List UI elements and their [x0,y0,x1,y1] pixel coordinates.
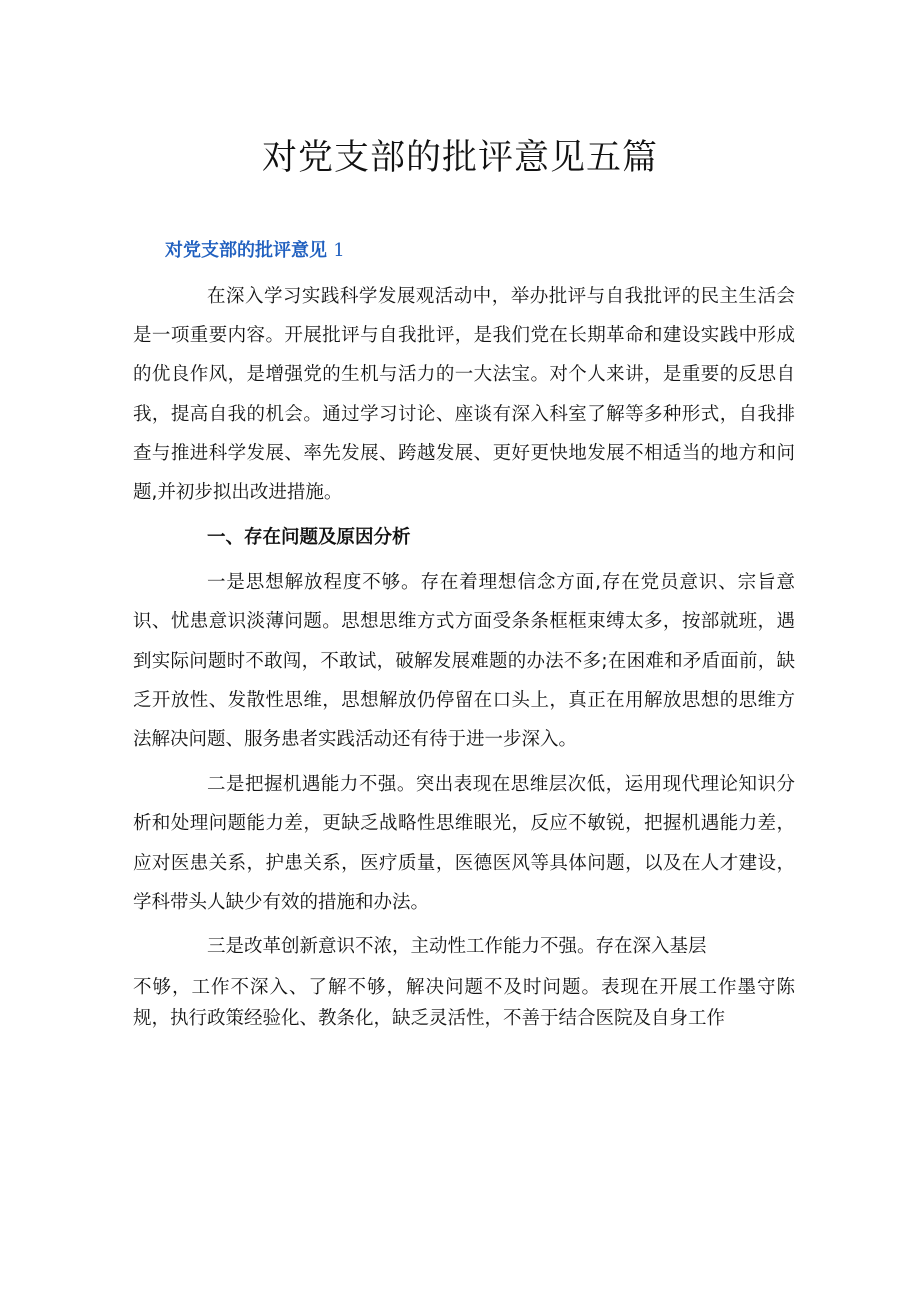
subheading-problems-and-causes: 一、存在问题及原因分析 [207,527,411,549]
point-3-lead-line: 三是改革创新意识不浓，主动性工作能力不强。存在深入基层 [207,936,707,958]
point-1-paragraph: 一是思想解放程度不够。存在着理想信念方面,存在党员意识、宗旨意识、忧患意识淡薄问题。思想思维方式方面受条条框框束缚太多，按部就班，遇到实际问题时不敢闯，不敢试，破解发展难题的办法不多;在困难和矛盾面前，缺乏开放性、发散性思维，思想解放仍停留在口头上，真正在用解放思想的思维方法解决问题、服务患者实践活动还有待于进一步深入。 [133,572,795,751]
intro-paragraph: 在深入学习实践科学发展观活动中，举办批评与自我批评的民主生活会是一项重要内容。开展批评与自我批评，是我们党在长期革命和建设实践中形成的优良作风，是增强党的生机与活力的一大法宝。对个人来讲，是重要的反思自我，提高自我的机会。通过学习讨论、座谈有深入科室了解等多种形式，自我排查与推进科学发展、率先发展、跨越发展、更好更快地发展不相适当的地方和问题,并初步拟出改进措施。 [133,286,795,504]
document-title: 对党支部的批评意见五篇 [261,138,658,178]
section-heading-text: 对党支部的批评意见 [165,240,327,261]
section-heading-number: 1 [333,240,345,261]
document-body [133,277,795,1034]
point-2-paragraph: 二是把握机遇能力不强。突出表现在思维层次低，运用现代理论知识分析和处理问题能力差，更缺乏战略性思维眼光，反应不敏锐，把握机遇能力差，应对医患关系，护患关系，医疗质量，医德医风等具体问题，以及在人才建设，学科带头人缺少有效的措施和办法。 [133,774,795,913]
section-heading [165,236,345,262]
point-3-continued-paragraph: 不够，工作不深入、了解不够，解决问题不及时问题。表现在开展工作墨守陈规，执行政策经验化、教条化，缺乏灵活性，不善于结合医院及自身工作 [133,977,795,1030]
